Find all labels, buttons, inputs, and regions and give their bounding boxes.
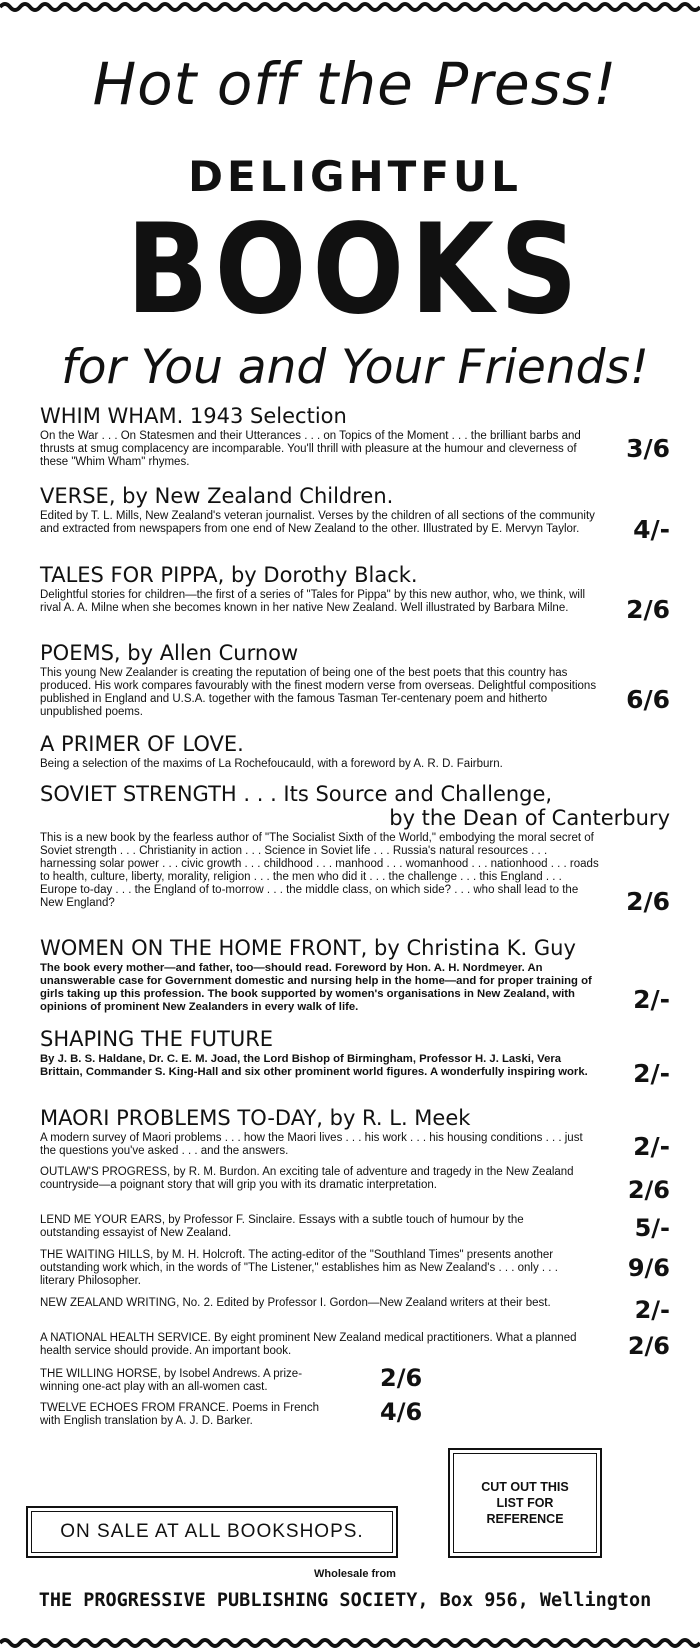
book-outlaws-progress: OUTLAW'S PROGRESS, by R. M. Burdon. An exciting tale of adventure and tragedy in the New Zealand countryside—a poignant story that will grip you with its dramatic interpretation.	[40, 1166, 574, 1191]
book-shaping-the-future	[40, 1027, 670, 1088]
book-maori-problems-to-day	[40, 1106, 670, 1161]
headline-hot-off-the-press: Hot off the Press!	[92, 50, 618, 118]
headline-for-you-and-your-friends: for You and Your Friends!	[61, 340, 649, 395]
wholesale-from-label: Wholesale from	[314, 1568, 396, 1580]
book-description: Delightful stories for children—the first of a series of "Tales for Pippa" by this new author, who, we think, will rival A. A. Milne when she becomes known in her native New Zealand. Well illustrated by Barbara Milne.	[40, 589, 586, 614]
bottom-wavy-border	[0, 1636, 700, 1650]
book-price-outlaws-progress: 2/6	[627, 1176, 670, 1204]
book-price-lend-me-your-ears: 5/-	[634, 1214, 670, 1242]
cut-out-box	[448, 1448, 602, 1558]
book-price: 2/-	[633, 985, 670, 1014]
on-sale-box	[26, 1506, 398, 1558]
book-subtitle: by the Dean of Canterbury	[389, 806, 670, 830]
book-price-twelve-echoes-from-france: 4/6	[380, 1398, 423, 1426]
book-description: On the War . . . On Statesmen and their Utterances . . . on Topics of the Moment . . . the brilliant barbs and thrusts at smug complacency are incomparable. You'll thrill with pleasure at the humour and cleverness of these "Whim Wham" rhymes.	[40, 430, 581, 468]
book-poems	[40, 641, 670, 719]
book-verse	[40, 484, 670, 544]
book-price: 4/-	[633, 515, 670, 544]
headline-delightful: DELIGHTFUL	[188, 152, 522, 201]
top-wavy-border	[0, 0, 700, 14]
book-price: 3/6	[626, 434, 670, 463]
book-description: Edited by T. L. Mills, New Zealand's veteran journalist. Verses by the children of all sections of the community and extracted from newspapers from one end of New Zealand to the other. Illustrated by E. Mervyn Taylor.	[40, 510, 595, 535]
book-soviet-strength	[40, 782, 670, 916]
book-description: This is a new book by the fearless author of "The Socialist Sixth of the World," embodying the moral secret of Soviet strength . . . Christianity in action . . . Science in Soviet life . . . Russia's natural resources . . . harnessing solar power . . . civic growth . . . childhood . . . manhood . . . womanhood . . . nationhood . . . roads to health, culture, liberty, morality, religion . . . the men who did it . . . the challenge . . . this England . . . Europe to-day . . . the England of to-morrow . . . the middle class, on which side? . . . who shall lead to the New England?	[40, 832, 599, 909]
book-price: 2/-	[633, 1132, 670, 1161]
cut-out-label: CUT OUT THIS LIST FOR REFERENCE	[481, 1480, 569, 1526]
book-price: 2/6	[626, 887, 670, 916]
book-price: 2/6	[626, 595, 670, 624]
book-description: This young New Zealander is creating the reputation of being one of the best poets that this country has produced. His work compares favourably with the finest modern verse from overseas. Delightful compositions published in England and U.S.A. together with the famous Tasman Ter-centenary poem and hitherto unpublished poems.	[40, 667, 597, 718]
book-price-the-waiting-hills: 9/6	[627, 1254, 670, 1282]
on-sale-label: ON SALE AT ALL BOOKSHOPS.	[60, 1521, 364, 1542]
book-title: A PRIMER OF LOVE.	[40, 732, 244, 756]
book-title: MAORI PROBLEMS TO-DAY, by R. L. Meek	[40, 1106, 471, 1130]
book-the-willing-horse: THE WILLING HORSE, by Isobel Andrews. A prize-winning one-act play with an all-women cast.	[40, 1368, 303, 1393]
book-women-on-the-home-front	[40, 936, 670, 1014]
book-title: SHAPING THE FUTURE	[40, 1027, 274, 1051]
headline-books: BOOKS	[126, 198, 584, 342]
book-the-waiting-hills: THE WAITING HILLS, by M. H. Holcroft. The acting-editor of the "Southland Times" presents another outstanding work which, in the words of "The Listener," establishes him as New Zealand's . . . only . . . literary Philosopher.	[40, 1249, 558, 1287]
book-description: Being a selection of the maxims of La Rochefoucauld, with a foreword by A. R. D. Fairburn.	[40, 758, 503, 770]
book-description: A modern survey of Maori problems . . . how the Maori lives . . . his work . . . his housing conditions . . . just the questions you've asked . . . and the answers.	[40, 1132, 583, 1157]
book-price-the-willing-horse: 2/6	[380, 1364, 423, 1392]
book-price: 6/6	[626, 685, 670, 714]
book-title: SOVIET STRENGTH . . . Its Source and Challenge,	[40, 782, 553, 806]
book-a-national-health-service: A NATIONAL HEALTH SERVICE. By eight prominent New Zealand medical practitioners. What a planned health service should provide. An important book.	[40, 1332, 577, 1357]
book-title: TALES FOR PIPPA, by Dorothy Black.	[40, 563, 418, 587]
book-title: WOMEN ON THE HOME FRONT, by Christina K. Guy	[40, 936, 576, 960]
book-lend-me-your-ears: LEND ME YOUR EARS, by Professor F. Sinclaire. Essays with a subtle touch of humour by the outstanding essayist of New Zealand.	[40, 1214, 524, 1239]
book-new-zealand-writing: NEW ZEALAND WRITING, No. 2. Edited by Professor I. Gordon—New Zealand writers at their best.	[40, 1297, 551, 1309]
book-title: VERSE, by New Zealand Children.	[40, 484, 394, 508]
book-title: WHIM WHAM. 1943 Selection	[40, 404, 347, 428]
book-price-new-zealand-writing: 2/-	[634, 1296, 670, 1324]
book-whim-wham	[40, 404, 670, 469]
book-tales-for-pippa	[40, 563, 670, 624]
publisher-name: THE PROGRESSIVE PUBLISHING SOCIETY, Box 956, Wellington	[38, 1590, 652, 1611]
book-title: POEMS, by Allen Curnow	[40, 641, 299, 665]
book-primer-of-love	[40, 732, 670, 771]
book-description: By J. B. S. Haldane, Dr. C. E. M. Joad, the Lord Bishop of Birmingham, Professor H. J. Laski, Vera Brittain, Commander S. King-Hall and six other prominent world figures. A wonderfully inspiring work.	[40, 1053, 588, 1078]
book-price-a-national-health-service: 2/6	[627, 1332, 670, 1360]
book-price: 2/-	[633, 1059, 670, 1088]
book-description: The book every mother—and father, too—should read. Foreword by Hon. A. H. Nordmeyer. An unanswerable case for Government domestic and nursing help in the home—and for proper training of girls taking up this profession. The book supported by women's organisations in New Zealand, with opinions of prominent New Zealanders in every walk of life.	[40, 962, 592, 1013]
book-twelve-echoes-from-france: TWELVE ECHOES FROM FRANCE. Poems in French with English translation by A. J. D. Barker.	[40, 1402, 320, 1427]
